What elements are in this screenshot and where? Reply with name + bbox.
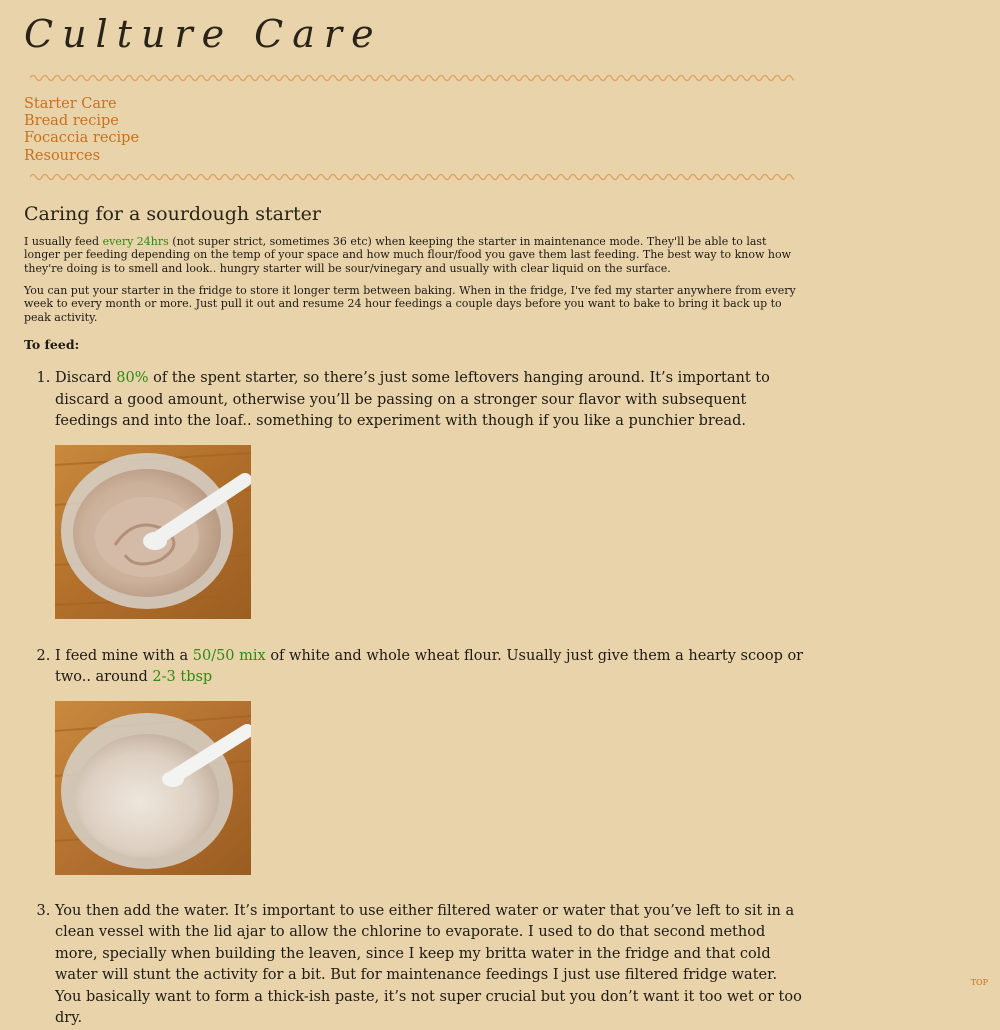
nav-item-starter-care <box>24 96 804 113</box>
step-3-text: 3. You then add the water. It’s important to use either filtered water or water that you’ve left to sit in a clean vessel with the lid ajar to allow the chlorine to evaporate. I used to do that second method more, specially when building the leaven, since I keep my britta water in the fridge and that cold water will stunt the activity for a bit. But for maintenance feedings I just use filtered fridge water. You basically want to form a thick-ish paste, it’s not super crucial but you don’t want it too wet or too dry. <box>55 902 802 1027</box>
nav-item-bread-recipe <box>24 113 804 130</box>
step-item <box>55 901 804 1030</box>
step-item <box>55 368 804 619</box>
nav-link-starter-care[interactable]: Starter Care <box>24 96 117 112</box>
flour-amount-highlight: 2-3 tbsp <box>152 669 213 686</box>
intro-paragraph <box>24 235 804 276</box>
step-1-text <box>55 368 804 433</box>
nav-link-bread-recipe[interactable]: Bread recipe <box>24 113 119 130</box>
feeding-interval-highlight: every 24hrs <box>102 234 169 248</box>
step-2-text-start: I feed mine with a <box>55 647 193 664</box>
flour-mix-highlight: 50/50 mix <box>192 647 266 664</box>
intro-text-rest: (not super strict, sometimes 36 etc) when keeping the starter in maintenance mode. They'll be able to last longer per feeding depending on the temp of your space and how much flour/food you gave them last feeding. The best way to know how they're doing is to smell and look.. hungry starter will be sour/vinegary and usually with clear liquid on the surface. <box>24 234 792 275</box>
site-nav <box>24 96 804 165</box>
nav-item-focaccia-recipe <box>24 130 804 147</box>
step-1-text-start: Discard <box>55 370 117 387</box>
back-to-top-link[interactable]: TOP <box>970 978 988 987</box>
wavy-divider <box>30 171 794 183</box>
step-item <box>55 646 804 875</box>
nav-link-resources[interactable]: Resources <box>24 147 101 164</box>
step-2-text-mid: of white and whole wheat flour. Usually just give them a hearty scoop or two.. around <box>55 647 804 686</box>
discard-percent-highlight: 80% <box>116 370 149 387</box>
step-2-text <box>55 646 804 689</box>
wavy-divider <box>30 72 794 84</box>
step-1-text-rest: of the spent starter, so there’s just some leftovers hanging around. It’s important to discard a good amount, otherwise you’ll be passing on a stronger sour flavor with subsequent feedings and into the loaf.. something to experiment with though if you like a punchier bread. <box>55 370 770 430</box>
feeding-steps <box>24 368 804 1030</box>
nav-link-focaccia-recipe[interactable]: Focaccia recipe <box>24 130 140 147</box>
nav-item-resources <box>24 148 804 165</box>
site-title: Culture Care <box>24 12 383 56</box>
starter-discard-photo <box>55 445 251 619</box>
fridge-paragraph: You can put your starter in the fridge to store it longer term between baking. When in the fridge, I've fed my starter anywhere from every week to every month or more. Just pull it out and resume 24 hour feedings a couple days before you want to bake to bring it back up to peak activity. <box>24 283 796 324</box>
page-content <box>24 0 804 1030</box>
feed-heading: To feed: <box>24 337 80 353</box>
intro-text-start: I usually feed <box>24 234 103 248</box>
flour-feeding-photo <box>55 701 251 875</box>
article-heading: Caring for a sourdough starter <box>24 202 321 225</box>
